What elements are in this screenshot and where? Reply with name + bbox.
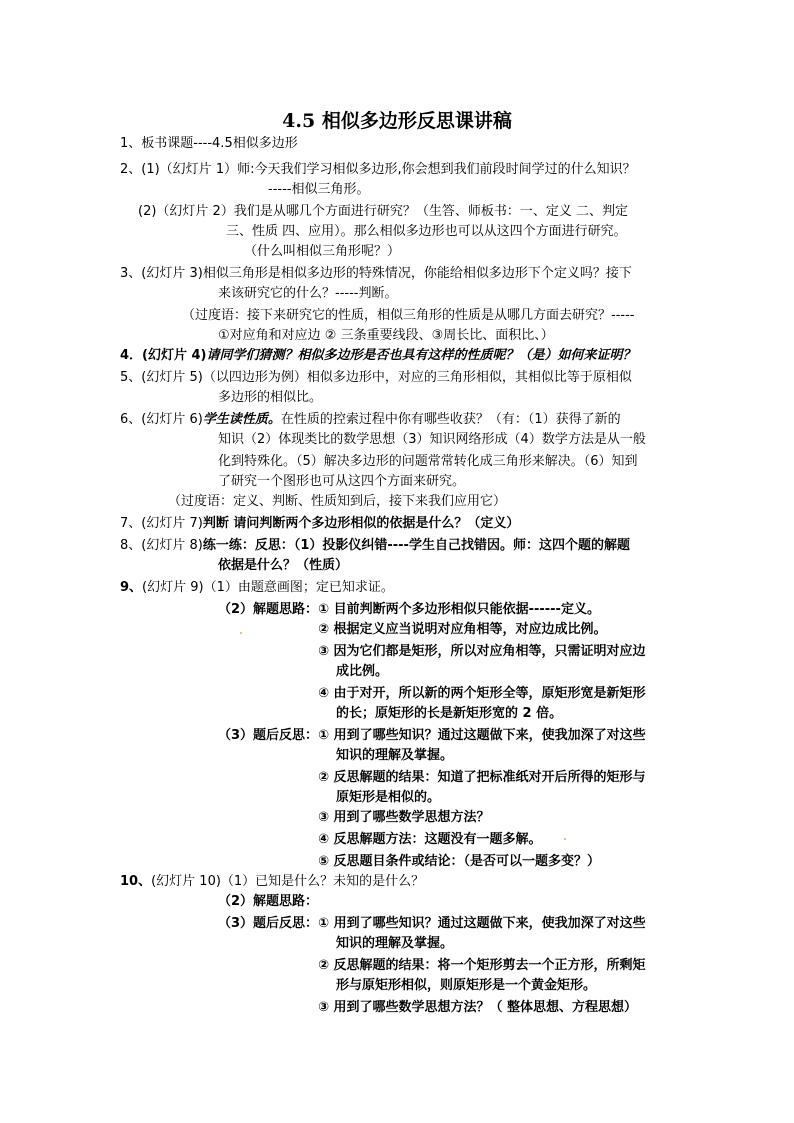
text-line: 1、板书课题----4.5相似多边形: [120, 136, 298, 151]
text-line: [120, 410, 621, 430]
item-number: 6、(幻灯片 6): [120, 412, 203, 427]
text-line: （3）题后反思：① 用到了哪些知识？通过这题做下来，使我加深了对这些: [218, 916, 646, 931]
item-number: 10、: [120, 874, 152, 889]
text-line: ② 反思解题的结果：将一个矩形剪去一个正方形，所剩矩: [318, 958, 646, 973]
text-line: ③ 用到了哪些数学思想方法？: [318, 810, 490, 825]
text-line: [120, 578, 394, 598]
text-line: ①对应角和对应边 ② 三条重要线段、③周长比、面积比、）: [218, 328, 554, 343]
item-number: 8、(幻灯片 8): [120, 538, 203, 553]
text-line: [120, 346, 636, 366]
item-number: 7、(幻灯片 7): [120, 516, 203, 531]
text-line: -----相似三角形。: [268, 182, 370, 197]
text-line: （过度语：定义、判断、性质知到后，接下来我们应用它）: [168, 494, 507, 509]
text-line: 化到特殊化。（5）解决多边形的问题常常转化成三角形来解决。（6）知到: [218, 454, 638, 469]
text-line: 知识（2）体现类比的数学思想（3）知识网络形成（4）数学方法是从一般: [218, 432, 646, 447]
text-line: 成比例。: [336, 664, 389, 679]
emphasis-text: 请同学们猜测？相似多边形是否也具有这样的性质呢？（是）如何来证明？: [206, 348, 636, 363]
text-line: [120, 536, 630, 556]
item-number: 4．(幻灯片 4): [120, 348, 207, 363]
text-line: 5、(幻灯片 5)（以四边形为例）相似多边形中，对应的三角形相似，其相似比等于原相似: [120, 370, 632, 385]
speck-mark: [564, 838, 566, 840]
text-line: 知识的理解及掌握。: [336, 936, 454, 951]
text-line: （什么叫相似三角形呢？）: [244, 244, 401, 259]
text-line: 依据是什么？（性质）: [218, 558, 349, 573]
emphasis-text: 学生读性质。: [202, 412, 281, 427]
emphasis-text: 练一练：反思：（1）投影仪纠错----学生自己找错因。师：这四个题的解题: [202, 538, 630, 553]
text-line: ③ 因为它们都是矩形，所以对应角相等，只需证明对应边: [318, 644, 646, 659]
text-line: （2）解题思路：① 目前判断两个多边形相似只能依据------定义。: [218, 602, 600, 617]
text-line: ④ 反思解题方法：这题没有一题多解。: [318, 832, 542, 847]
document-title: 4.5 相似多边形反思课讲稿: [282, 110, 512, 132]
text-line: 3、(幻灯片 3)相似三角形是相似多边形的特殊情况，你能给相似多边形下个定义吗？接下: [120, 266, 632, 281]
text-line: ② 根据定义应当说明对应角相等，对应边成比例。: [318, 622, 607, 637]
text-line: （2）解题思路：: [218, 894, 319, 909]
text-fragment: (幻灯片 9)（1）由题意画图；定已知求证。: [142, 580, 394, 595]
text-line: （过度语：接下来研究它的性质，相似三角形的性质是从哪几方面去研究？-----: [182, 308, 635, 323]
text-line: (2)（幻灯片 2）我们是从哪几个方面进行研究？（生答、师板书：一、定义 二、判定: [138, 204, 628, 219]
text-line: 来该研究它的什么？-----判断。: [218, 286, 398, 301]
text-line: ③ 用到了哪些数学思想方法？（ 整体思想、方程思想）: [318, 1000, 638, 1015]
text-line: 知识的理解及掌握。: [336, 748, 454, 763]
text-fragment: 在性质的控索过程中你有哪些收获？（有：（1）获得了新的: [280, 412, 621, 427]
text-line: ⑤ 反思题目条件或结论：（是否可以一题多变？）: [318, 854, 601, 869]
text-fragment: (幻灯片 10)（1）已知是什么？未知的是什么？: [151, 874, 425, 889]
text-line: 2、(1)（幻灯片 1）师:今天我们学习相似多边形,你会想到我们前段时间学过的什么知识？: [120, 162, 636, 177]
emphasis-text: 判断 请问判断两个多边形相似的依据是什么？（定义）: [202, 516, 520, 531]
text-line: ② 反思解题的结果：知道了把标准纸对开后所得的矩形与: [318, 770, 646, 785]
item-number: 9、: [120, 580, 143, 595]
text-line: （3）题后反思：① 用到了哪些知识？通过这题做下来，使我加深了对这些: [218, 728, 646, 743]
text-line: ④ 由于对开，所以新的两个矩形全等，原矩形宽是新矩形: [318, 686, 646, 701]
text-line: 的长；原矩形的长是新矩形宽的 2 倍。: [336, 706, 563, 721]
text-line: 原矩形是相似的。: [336, 790, 441, 805]
text-line: 三、性质 四、应用）。那么相似多边形也可以从这四个方面进行研究。: [226, 224, 627, 239]
text-line: [120, 872, 424, 892]
text-line: 形与原矩形相似，则原矩形是一个黄金矩形。: [336, 978, 597, 993]
speck-mark: [240, 632, 242, 634]
text-line: 多边形的相似比。: [218, 390, 323, 405]
text-line: [120, 514, 519, 534]
text-line: 了研究一个图形也可从这四个方面来研究。: [218, 474, 466, 489]
